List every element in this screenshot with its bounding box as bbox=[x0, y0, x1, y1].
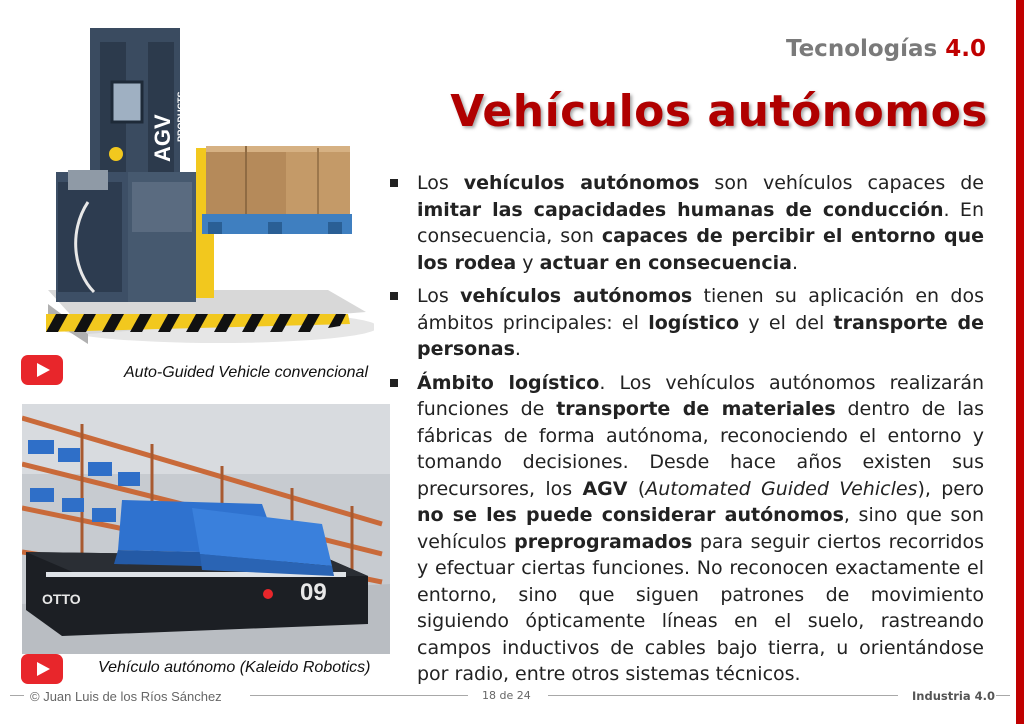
bullet-text bbox=[417, 172, 984, 274]
text-run: para seguir ciertos recorridos y efectuar ciertas funciones. No reconocen exactamente el entorno, sino que siguen patrones de movimiento siguiendo ópticamente líneas en el suelo, rastreando campos inductivos de cables bajo tierra, u orientándose por radio, entre otros sistemas técnicos. bbox=[417, 530, 984, 685]
bold-text-run: AGV bbox=[582, 477, 628, 500]
slide-title: Vehículos autónomos bbox=[450, 86, 988, 137]
text-run: . Los vehículos autónomos realizarán funciones de bbox=[417, 371, 985, 420]
text-run: dentro de las fábricas de forma autónoma, reconociendo el entorno y tomando decisiones. Desde hace años existen sus precursores, los bbox=[417, 398, 985, 500]
youtube-play-icon[interactable] bbox=[21, 654, 63, 684]
agv-brand-sub-text: PRODUCTS bbox=[176, 91, 186, 142]
bullet-item bbox=[390, 283, 984, 363]
square-bullet-icon bbox=[390, 179, 398, 187]
bold-text-run: vehículos autónomos bbox=[463, 172, 700, 194]
caption-agv: Auto-Guided Vehicle convencional bbox=[124, 364, 369, 381]
agv-illustration bbox=[28, 22, 374, 356]
otto-photo bbox=[22, 404, 390, 654]
text-run: Los bbox=[417, 172, 464, 194]
section-supertitle bbox=[786, 36, 986, 62]
bold-text-run: imitar las capacidades humanas de conducción bbox=[417, 198, 944, 221]
footer-divider bbox=[548, 695, 898, 696]
bullet-text bbox=[417, 372, 984, 686]
text-run: . En consecuencia, son bbox=[417, 198, 984, 247]
bold-text-run: actuar en consecuencia bbox=[539, 251, 792, 274]
bullet-item bbox=[390, 170, 984, 276]
text-run: . bbox=[791, 251, 798, 274]
bullet-item bbox=[390, 370, 984, 688]
bold-text-run: transporte de materiales bbox=[556, 398, 836, 420]
square-bullet-icon bbox=[390, 292, 398, 300]
text-run: , sino que son vehículos bbox=[417, 504, 984, 553]
text-run: ), pero bbox=[917, 477, 984, 500]
otto-brand-text: OTTO bbox=[42, 591, 81, 607]
footer-divider bbox=[250, 695, 468, 696]
bold-text-run: vehículos autónomos bbox=[460, 285, 693, 307]
bullet-text bbox=[417, 285, 984, 360]
italic-text-run: Automated Guided Vehicles bbox=[645, 477, 918, 500]
bold-text-run: capaces de percibir el entorno que los rodea bbox=[417, 225, 984, 274]
text-run: son vehículos capaces de bbox=[699, 172, 984, 194]
bold-text-run: transporte de personas bbox=[417, 311, 984, 360]
bold-text-run: no se les puede considerar autónomos bbox=[417, 504, 844, 526]
bold-text-run: logístico bbox=[648, 311, 740, 334]
supertitle-main: Tecnologías bbox=[785, 36, 946, 62]
youtube-play-icon[interactable] bbox=[21, 355, 63, 385]
footer-course: Industria 4.0 bbox=[912, 689, 995, 703]
text-run: tienen su aplicación en dos ámbitos principales: el bbox=[417, 285, 984, 334]
text-run: Los bbox=[417, 285, 461, 307]
footer-divider bbox=[10, 695, 24, 696]
text-run: . bbox=[514, 338, 521, 360]
otto-number-text: 09 bbox=[300, 579, 327, 606]
agv-photo bbox=[28, 22, 374, 356]
bullet-list bbox=[390, 170, 984, 695]
right-accent-bar bbox=[1016, 0, 1024, 724]
bold-text-run: Ámbito logístico bbox=[417, 371, 600, 394]
footer-author: © Juan Luis de los Ríos Sánchez bbox=[30, 689, 222, 704]
text-run: y el del bbox=[739, 311, 834, 334]
footer-divider bbox=[996, 695, 1010, 696]
supertitle-accent: 4.0 bbox=[945, 36, 986, 62]
footer-page-number: 18 de 24 bbox=[482, 689, 531, 702]
text-run: y bbox=[516, 251, 540, 274]
otto-illustration bbox=[22, 404, 390, 654]
caption-otto: Vehículo autónomo (Kaleido Robotics) bbox=[98, 659, 371, 676]
square-bullet-icon bbox=[390, 379, 398, 387]
text-run: ( bbox=[627, 477, 646, 500]
bold-text-run: preprogramados bbox=[514, 530, 693, 553]
agv-brand-text: AGV bbox=[150, 114, 175, 162]
